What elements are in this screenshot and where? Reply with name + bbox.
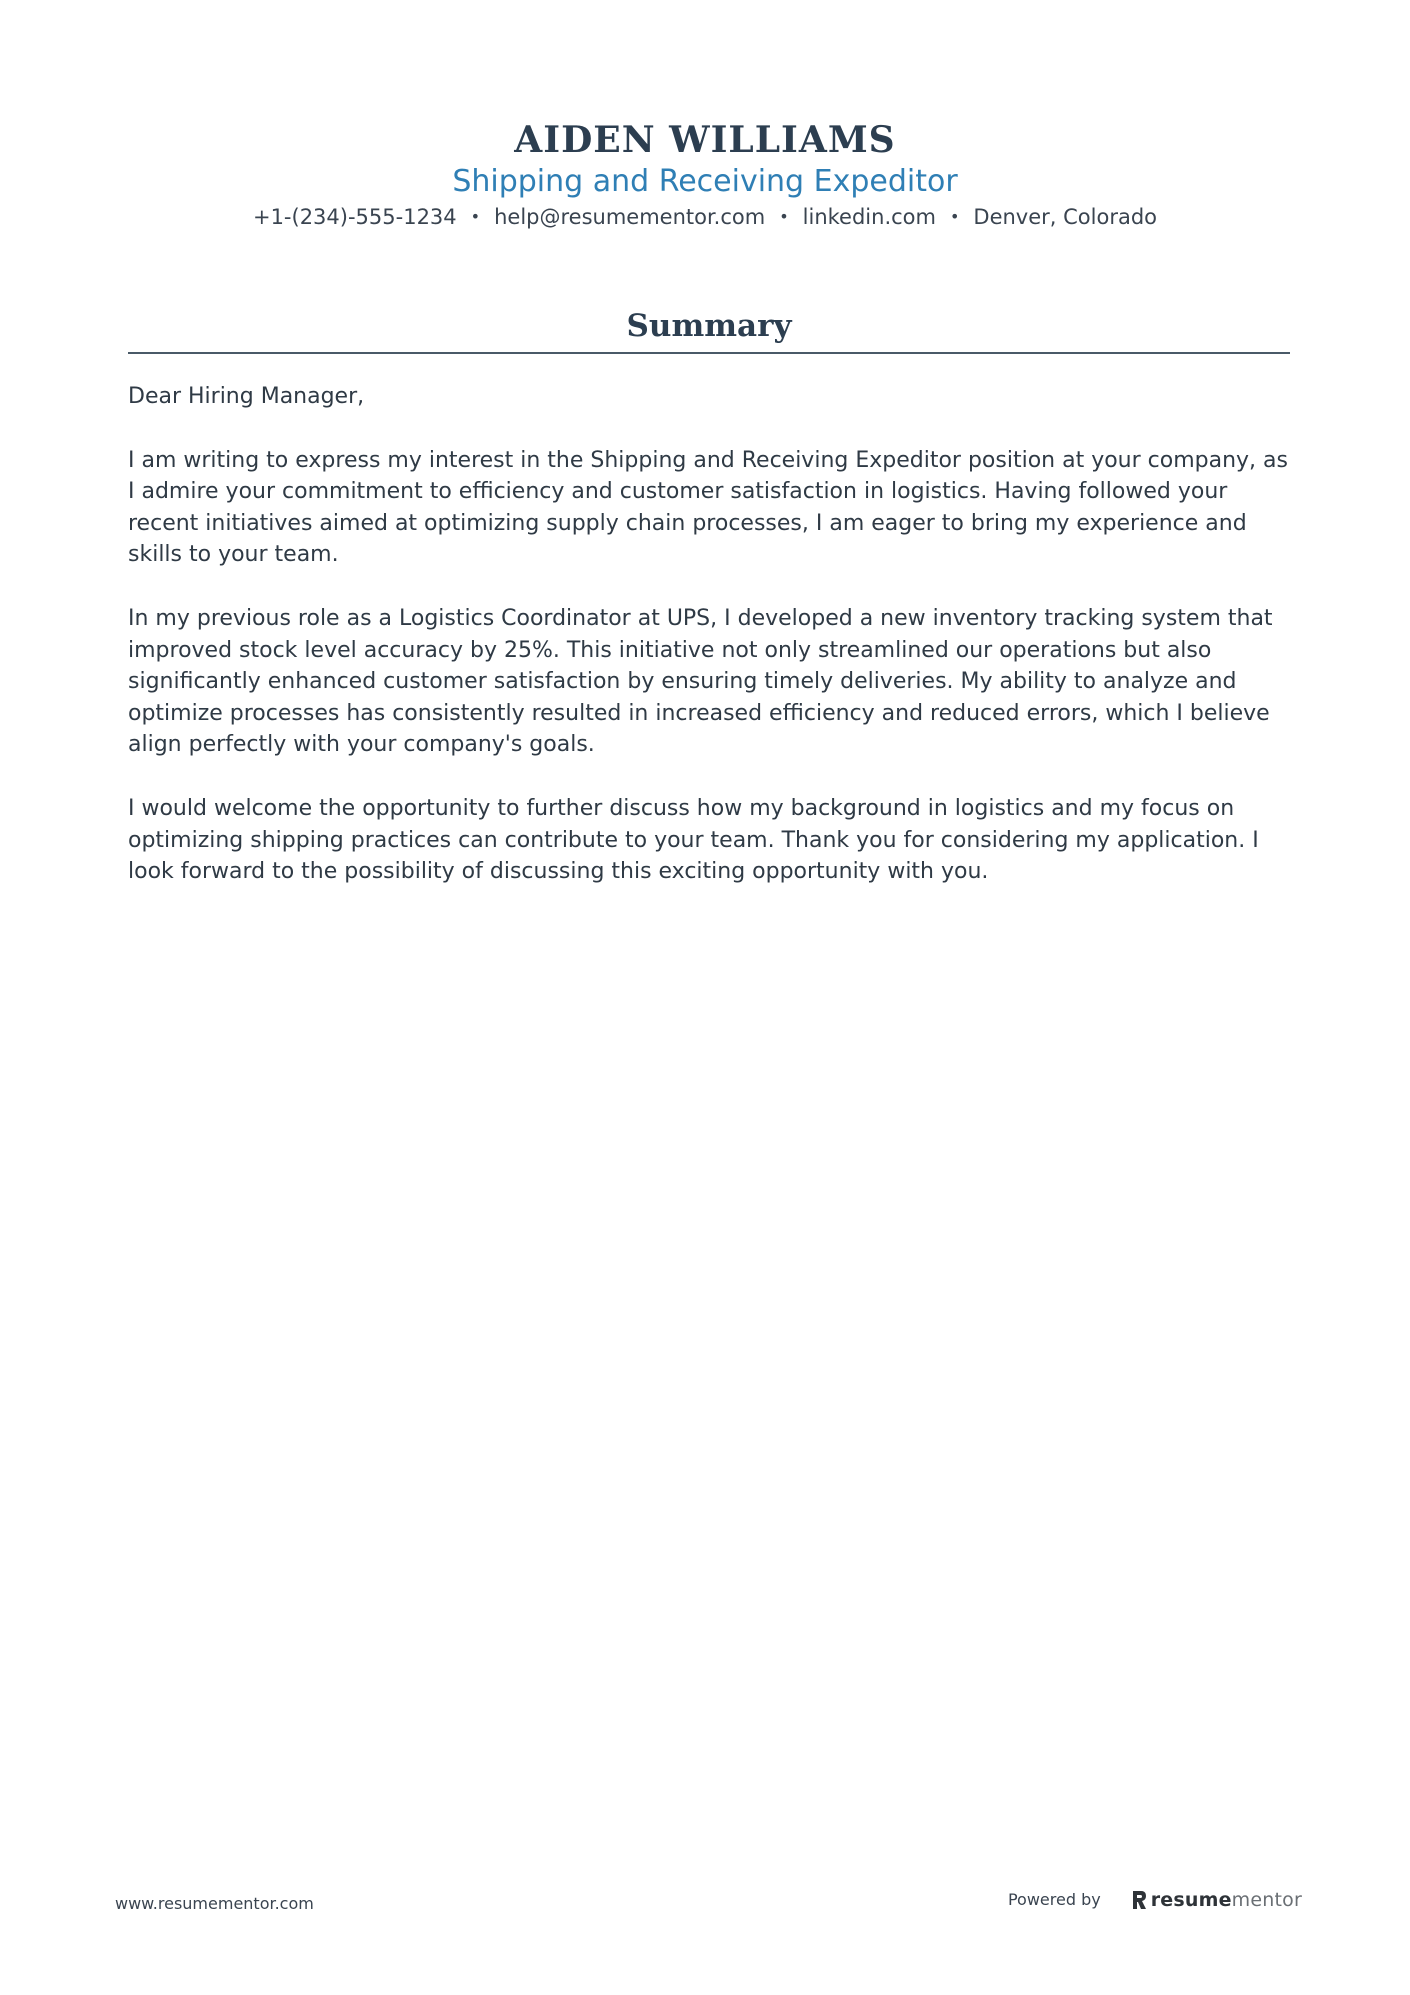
brand-wordmark — [1151, 1890, 1302, 1910]
contact-linkedin[interactable]: linkedin.com — [802, 205, 936, 229]
section-title-summary: Summary — [626, 308, 792, 344]
applicant-name: AIDEN WILLIAMS — [514, 119, 896, 161]
letter-paragraph-3: I would welcome the opportunity to further discuss how my background in logistics and my focus on optimizing shipping practices can contribute to your team. Thank you for considering my application. I look forward to the possibility of discussing this exciting opportunity with you. — [128, 795, 1259, 885]
footer-website-link[interactable]: www.resumementor.com — [115, 1894, 314, 1913]
letter-salutation: Dear Hiring Manager, — [128, 384, 365, 409]
job-title: Shipping and Receiving Expeditor — [452, 164, 958, 199]
brand-logo[interactable] — [1131, 1890, 1302, 1910]
brand-wordmark-part1: resume — [1150, 1889, 1232, 1911]
footer-branding — [1008, 1890, 1302, 1910]
letter-paragraph-1: I am writing to express my interest in the Shipping and Receiving Expeditor position at your company, as I admire your commitment to efficiency and customer satisfaction in logistics. Having followed your recent initiatives aimed at optimizing supply chain processes, I am eager to bring my experience and skills to your team. — [128, 447, 1288, 568]
contact-separator: • — [949, 207, 960, 226]
contact-phone: +1-(234)-555-1234 — [252, 205, 457, 229]
letter-header — [0, 116, 1410, 232]
letter-body — [128, 381, 1290, 920]
powered-by-label: Powered by — [1007, 1890, 1101, 1909]
brand-wordmark-part2: mentor — [1231, 1889, 1302, 1911]
contact-separator: • — [779, 207, 789, 226]
letter-paragraph-2: In my previous role as a Logistics Coordinator at UPS, I developed a new inventory tracking system that improved stock level accuracy by 25%. This initiative not only streamlined our operations but also significantly enhanced customer satisfaction by ensuring timely deliveries. My ability to analyze and optimize processes has consistently resulted in increased efficiency and reduced errors, which I believe align perfectly with your company's goals. — [128, 605, 1273, 758]
contact-email[interactable]: help@resumementor.com — [494, 205, 766, 229]
contact-line — [0, 202, 1410, 232]
contact-location: Denver, Colorado — [973, 205, 1158, 229]
resumementor-logo-icon — [1131, 1890, 1147, 1910]
section-divider — [128, 352, 1290, 354]
contact-separator: • — [470, 207, 481, 226]
